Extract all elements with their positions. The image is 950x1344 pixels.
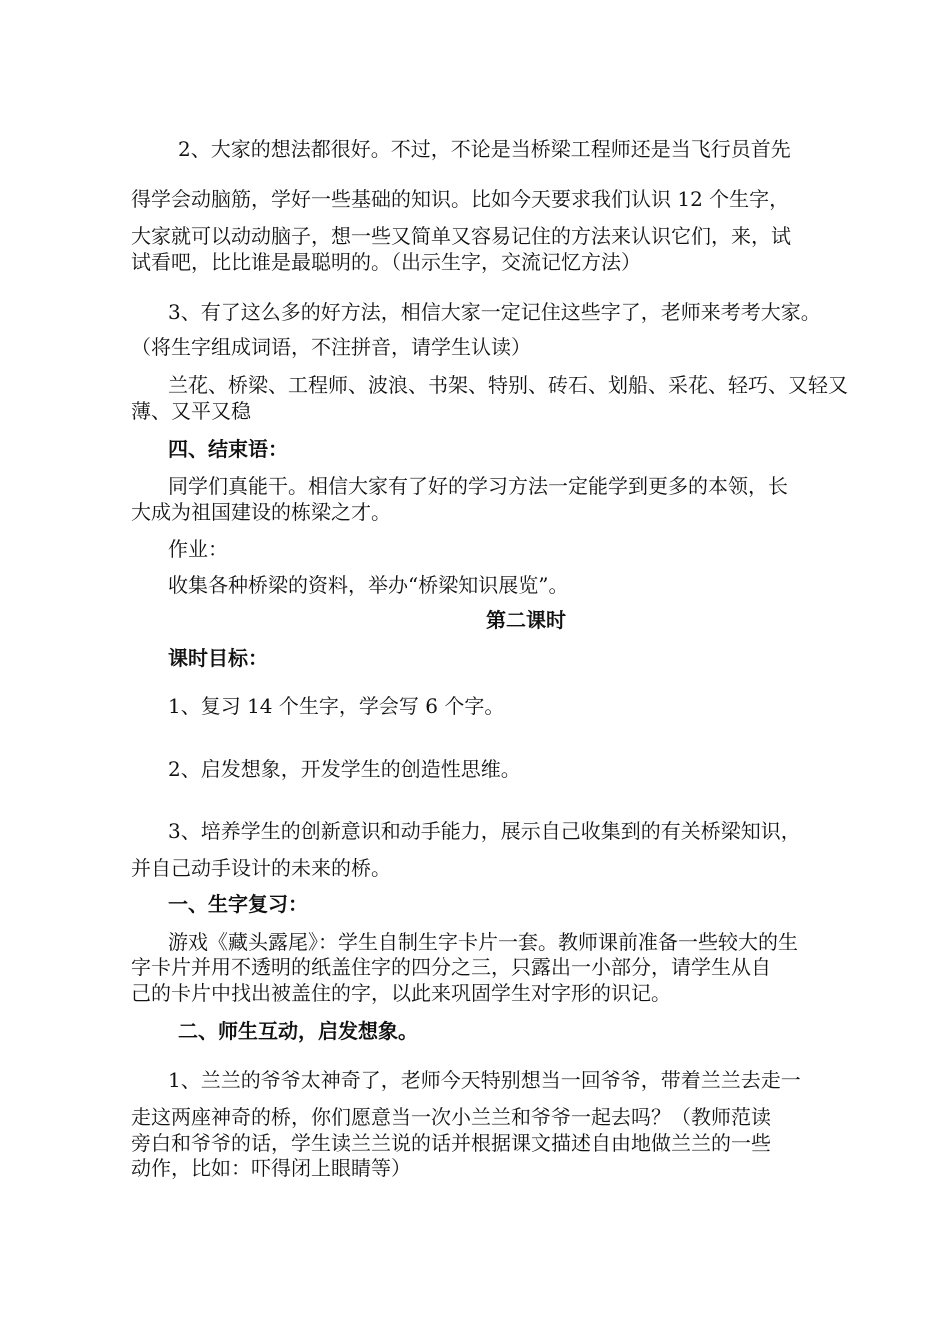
section-heading: 四、结束语： xyxy=(168,437,288,461)
text-line: 动作，比如：吓得闭上眼睛等） xyxy=(131,1156,411,1180)
text-line: 并自己动手设计的未来的桥。 xyxy=(131,856,391,880)
text-line: 字卡片并用不透明的纸盖住字的四分之三，只露出一小部分，请学生从自 xyxy=(131,955,771,979)
text-line: 3、培养学生的创新意识和动手能力，展示自己收集到的有关桥梁知识， xyxy=(168,819,801,843)
text-line: （将生字组成词语，不注拼音，请学生认读） xyxy=(131,335,531,359)
text-line: 1、复习 14 个生字，学会写 6 个字。 xyxy=(168,694,505,718)
text-line: 走这两座神奇的桥，你们愿意当一次小兰兰和爷爷一起去吗？（教师范读 xyxy=(131,1105,771,1129)
text-line: 游戏《藏头露尾》：学生自制生字卡片一套。教师课前准备一些较大的生 xyxy=(168,930,798,954)
section-heading: 二、师生互动，启发想象。 xyxy=(178,1019,418,1043)
text-line: 大成为祖国建设的栋梁之才。 xyxy=(131,500,391,524)
text-line: 1、兰兰的爷爷太神奇了，老师今天特别想当一回爷爷，带着兰兰去走一 xyxy=(168,1068,801,1092)
text-line: 试看吧，比比谁是最聪明的。（出示生字，交流记忆方法） xyxy=(131,250,641,274)
text-line: 己的卡片中找出被盖住的字，以此来巩固学生对字形的识记。 xyxy=(131,981,671,1005)
text-line: 大家就可以动动脑子，想一些又简单又容易记住的方法来认识它们，来，试 xyxy=(131,224,791,248)
text-line: 得学会动脑筋，学好一些基础的知识。比如今天要求我们认识 12 个生字， xyxy=(131,187,790,211)
text-line: 薄、又平又稳 xyxy=(131,399,251,423)
text-line: 收集各种桥梁的资料，举办“桥梁知识展览”。 xyxy=(168,573,569,597)
text-line: 同学们真能干。相信大家有了好的学习方法一定能学到更多的本领，长 xyxy=(168,474,788,498)
text-line: 2、大家的想法都很好。不过，不论是当桥梁工程师还是当飞行员首先 xyxy=(178,137,791,161)
text-line: 作业： xyxy=(168,537,228,561)
text-line: 2、启发想象，开发学生的创造性思维。 xyxy=(168,757,521,781)
section-heading: 课时目标： xyxy=(168,646,268,670)
text-line: 兰花、桥梁、工程师、波浪、书架、特别、砖石、划船、采花、轻巧、又轻又 xyxy=(168,373,848,397)
lesson-title: 第二课时 xyxy=(486,608,566,632)
section-heading: 一、生字复习： xyxy=(168,892,308,916)
text-line: 旁白和爷爷的话，学生读兰兰说的话并根据课文描述自由地做兰兰的一些 xyxy=(131,1131,771,1155)
text-line: 3、有了这么多的好方法，相信大家一定记住这些字了，老师来考考大家。 xyxy=(168,300,821,324)
